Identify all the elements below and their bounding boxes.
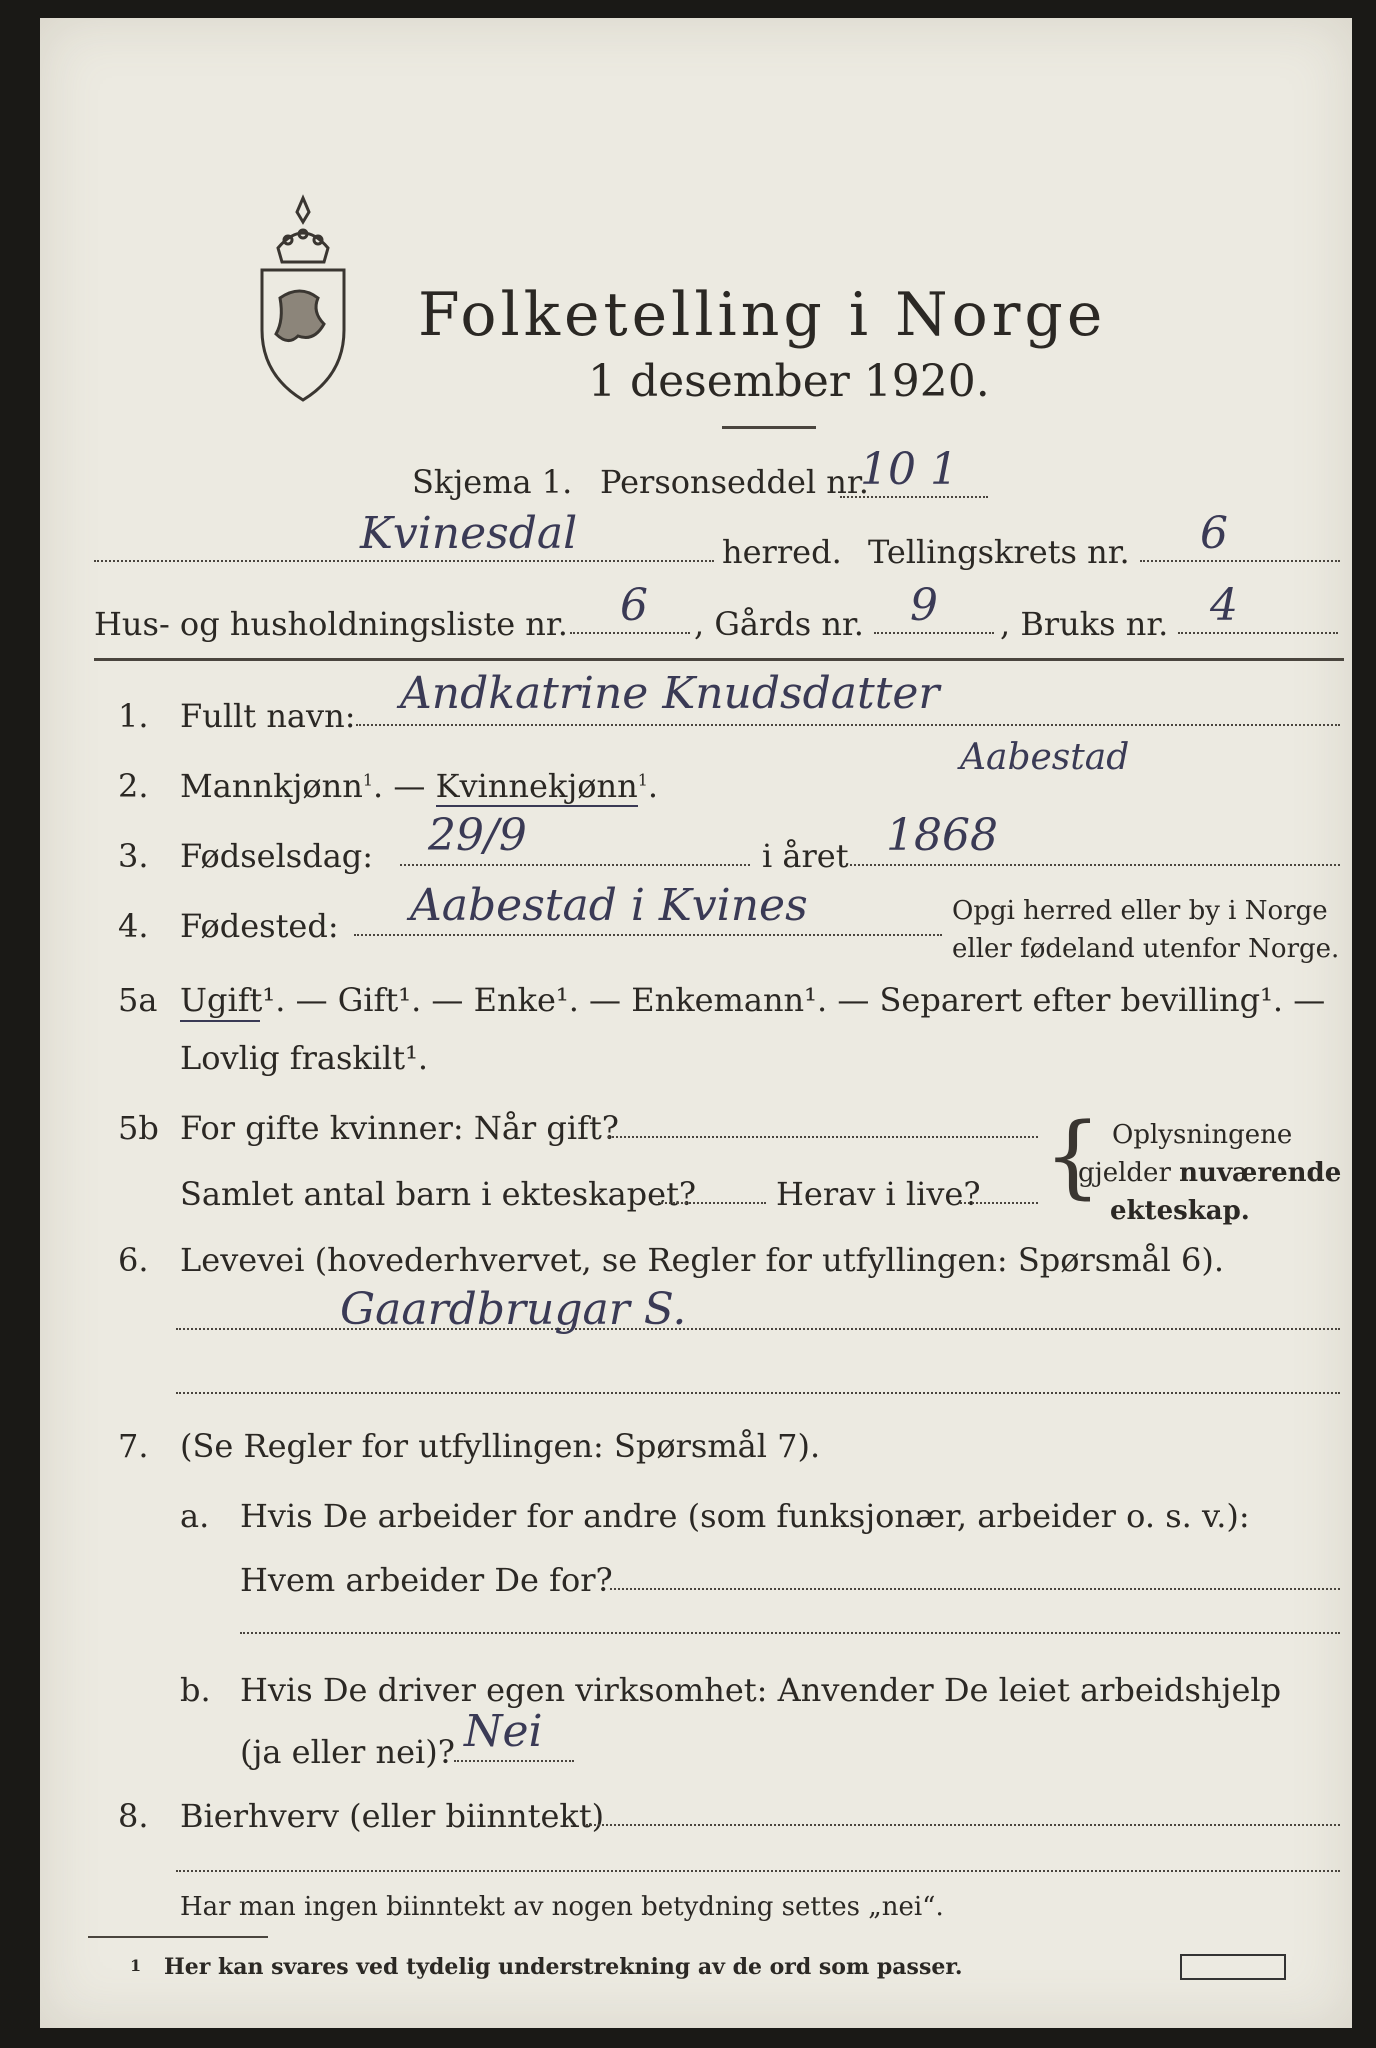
q2-female-option: Kvinnekjønn: [435, 767, 638, 805]
gards-label: , Gårds nr.: [694, 605, 864, 643]
q2-separator: . —: [373, 767, 426, 805]
q7a-line-1: [610, 1588, 1340, 1590]
q2-male-option: Mannkjønn: [180, 767, 363, 805]
footer-note: Har man ingen biinntekt av nogen betydning settes „nei“.: [180, 1892, 944, 1922]
q1-number: 1.: [118, 697, 149, 735]
q7a-text: Hvis De arbeider for andre (som funksjonær, arbeider o. s. v.):: [240, 1497, 1250, 1535]
q5b-line-3: [960, 1202, 1038, 1204]
q3-year-line: [850, 864, 1340, 866]
q7b-line: [454, 1760, 574, 1762]
q4-note-1: Opgi herred eller by i Norge: [952, 896, 1328, 926]
footnote-text: Her kan svares ved tydelig understrekning av de ord som passer.: [164, 1954, 963, 1980]
q4-number: 4.: [118, 907, 149, 945]
q5a-line-2: Lovlig fraskilt¹.: [180, 1039, 429, 1077]
header-rule: [94, 658, 1344, 661]
q3-year-label: i året: [762, 837, 849, 875]
q5b-question-2: Samlet antal barn i ekteskapet?: [180, 1175, 697, 1213]
q5b-note-3: ekteskap.: [1110, 1196, 1250, 1226]
coat-of-arms-icon: [248, 188, 358, 408]
hus-label: Hus- og husholdningsliste nr.: [94, 605, 568, 643]
schema-label: Skjema 1.: [412, 463, 573, 501]
q8-line-2: [176, 1870, 1340, 1872]
tellingskrets-line: [1140, 560, 1340, 562]
q5b-line-1: [608, 1136, 1038, 1138]
q5b-note-2: gjelder nuværende: [1078, 1158, 1342, 1188]
bruks-line: [1178, 632, 1338, 634]
q3-number: 3.: [118, 837, 149, 875]
footnote-rule: [88, 1936, 268, 1938]
q8-label: Bierhverv (eller biinntekt): [180, 1797, 605, 1835]
q7b-value: Nei: [464, 1706, 543, 1757]
q6-line-2: [176, 1392, 1340, 1394]
q5b-line-2: [658, 1202, 766, 1204]
q1-line: [356, 724, 1340, 726]
personseddel-line: [840, 496, 988, 498]
q7b-question: (ja eller nei)?: [240, 1733, 455, 1771]
personseddel-value: 10 1: [860, 444, 958, 495]
q3-value: 29/9: [428, 810, 527, 861]
q7b-text: Hvis De driver egen virksomhet: Anvender De leiet arbeidshjelp: [240, 1671, 1282, 1709]
q2-number: 2.: [118, 767, 149, 805]
herred-label: herred.: [722, 533, 842, 571]
q6-number: 6.: [118, 1241, 149, 1279]
q5b-brace: {: [1044, 1104, 1102, 1209]
gards-value: 9: [910, 580, 938, 631]
q8-number: 8.: [118, 1797, 149, 1835]
q6-value: Gaardbrugar S.: [340, 1284, 687, 1335]
bruks-value: 4: [1210, 580, 1238, 631]
q5a-ugift-underline: [180, 1020, 260, 1022]
hus-value: 6: [620, 580, 648, 631]
q5a-line-1: Ugift¹. — Gift¹. — Enke¹. — Enkemann¹. — Separert efter bevilling¹. —: [180, 981, 1326, 1019]
tellingskrets-label: Tellingskrets nr.: [868, 533, 1130, 571]
q3-line: [400, 864, 750, 866]
herred-value: Kvinesdal: [360, 508, 578, 559]
q5b-number: 5b: [118, 1109, 159, 1147]
q1-value: Andkatrine Knudsdatter: [400, 668, 940, 719]
tellingskrets-value: 6: [1200, 508, 1228, 559]
form-title: Folketelling i Norge: [418, 280, 1107, 350]
q3-year-value: 1868: [886, 810, 998, 861]
personseddel-label: Personseddel nr.: [600, 463, 869, 501]
q3-label: Fødselsdag:: [180, 837, 374, 875]
q6-label: Levevei (hovederhvervet, se Regler for utfyllingen: Spørsmål 6).: [180, 1241, 1225, 1279]
q2-end: .: [647, 767, 659, 805]
q7a-question: Hvem arbeider De for?: [240, 1561, 613, 1599]
census-form: [40, 18, 1352, 2028]
q7a-number: a.: [180, 1497, 210, 1535]
footnote-mark: 1: [130, 1956, 142, 1975]
q4-note-2: eller fødeland utenfor Norge.: [952, 934, 1340, 964]
herred-line: [94, 560, 714, 562]
q5b-note-1: Oplysningene: [1112, 1120, 1293, 1150]
q8-line-1: [586, 1824, 1340, 1826]
q1-value-2: Aabestad: [960, 737, 1130, 778]
q7b-number: b.: [180, 1671, 211, 1709]
q7-label: (Se Regler for utfyllingen: Spørsmål 7).: [180, 1427, 821, 1465]
q7a-line-2: [240, 1632, 1340, 1634]
hus-line: [570, 632, 690, 634]
title-divider: [722, 426, 816, 429]
q7-number: 7.: [118, 1427, 149, 1465]
q4-value: Aabestad i Kvines: [410, 880, 808, 931]
gards-line: [874, 632, 994, 634]
q1-label: Fullt navn:: [180, 697, 356, 735]
printer-stamp: [1180, 1954, 1286, 1980]
census-date: 1 desember 1920.: [588, 356, 990, 407]
q2-text: Mannkjønn$^1$. — Kvinnekjønn$^1$.: [180, 767, 659, 805]
q5b-question-3: Herav i live?: [776, 1175, 981, 1213]
bruks-label: , Bruks nr.: [1000, 605, 1169, 643]
q5b-question-1: For gifte kvinner: Når gift?: [180, 1109, 619, 1147]
q4-line: [354, 934, 942, 936]
q4-label: Fødested:: [180, 907, 339, 945]
q5a-number: 5a: [118, 981, 158, 1019]
